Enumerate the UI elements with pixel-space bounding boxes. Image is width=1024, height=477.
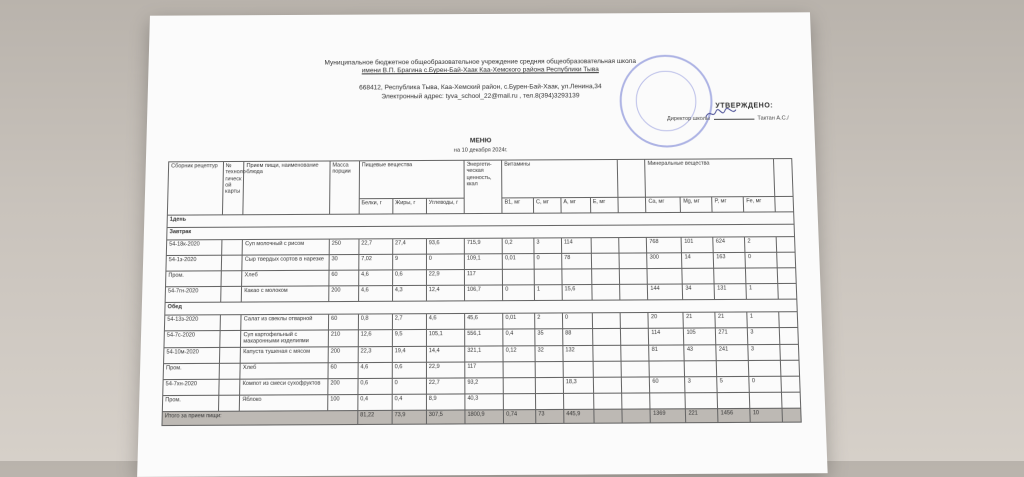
cell-ca: 144	[648, 284, 683, 300]
col-empty	[774, 159, 793, 197]
total-b1: 0,74	[503, 409, 535, 423]
cell-e	[592, 328, 620, 345]
cell-b1: 0	[503, 285, 535, 301]
cell-p: 21	[715, 312, 747, 328]
cell-empty	[620, 312, 649, 328]
total-mg: 221	[686, 408, 719, 422]
cell-empty	[781, 376, 800, 392]
col-mass: Масса порции	[329, 161, 359, 214]
total-carbs: 307,5	[426, 410, 465, 424]
cell-a: 78	[561, 253, 591, 269]
cell-fe: 3	[748, 344, 781, 360]
cell-dish: Суп молочный с рисом	[242, 239, 329, 255]
cell-b1: 0,4	[503, 329, 535, 346]
col-ca: Ca, мг	[646, 197, 681, 213]
cell-card	[218, 395, 240, 411]
cell-a	[563, 361, 593, 377]
cell-mg	[685, 392, 718, 408]
cell-card	[219, 363, 241, 379]
cell-carbs: 22,9	[426, 362, 465, 378]
cell-a	[563, 393, 593, 409]
cell-empty	[620, 328, 649, 345]
col-empty	[617, 197, 646, 213]
col-carbs: Углеводы, г	[426, 198, 464, 214]
cell-empty	[619, 269, 648, 285]
cell-dish: Компот из смеси сухофруктов	[240, 378, 328, 394]
director-name: Тактан А.С./	[757, 115, 789, 122]
cell-fat: 27,4	[392, 239, 426, 255]
total-energy: 1800,9	[465, 409, 504, 423]
col-fat: Жиры, г	[393, 198, 427, 214]
cell-energy: 40,3	[465, 393, 504, 409]
col-mg: Mg, мг	[681, 197, 713, 213]
cell-empty	[621, 409, 650, 423]
signature-line	[713, 119, 753, 120]
cell-c: 0	[534, 253, 562, 269]
approval-label: УТВЕРЖДЕНО:	[715, 102, 774, 110]
cell-c	[535, 393, 563, 409]
cell-protein: 7,02	[359, 254, 393, 270]
cell-b1: 0,01	[502, 254, 534, 270]
cell-empty	[620, 345, 649, 361]
cell-empty	[621, 361, 650, 377]
cell-a: 114	[561, 238, 591, 254]
cell-mg: 43	[684, 344, 716, 360]
cell-ca: 114	[649, 328, 685, 345]
cell-fe	[746, 268, 778, 284]
cell-b1	[502, 269, 534, 285]
cell-e	[591, 238, 619, 254]
cell-card	[219, 330, 241, 347]
cell-fat: 0	[392, 378, 426, 394]
total-protein: 81,22	[357, 410, 391, 424]
cell-dish: Суп картофельный с макаронными изделиями	[241, 330, 329, 347]
cell-energy: 93,2	[465, 377, 504, 393]
cell-protein: 22,7	[359, 239, 393, 255]
col-card: № техноло-гическ ой карты	[222, 161, 244, 214]
cell-mass: 200	[328, 378, 358, 394]
cell-fe: 1	[746, 284, 778, 300]
cell-recipe: 54-7хн-2020	[163, 379, 219, 395]
school-name-continued: имени В.П. Брагина с.Бурен-Бай-Хаак Каа-Хемского района Республики Тыва	[361, 66, 599, 75]
cell-b1: 0,01	[503, 313, 535, 329]
cell-p: 624	[713, 237, 745, 253]
cell-carbs: 22,9	[426, 270, 464, 286]
cell-mass: 250	[329, 239, 359, 255]
cell-a: 132	[563, 345, 593, 361]
cell-p: 271	[716, 328, 748, 345]
cell-ca: 20	[648, 312, 683, 328]
cell-a: 0	[562, 313, 592, 329]
cell-e	[591, 269, 619, 285]
cell-mg: 101	[682, 237, 714, 253]
cell-e	[593, 377, 621, 393]
col-empty	[775, 196, 794, 212]
cell-a: 15,6	[562, 284, 592, 300]
cell-recipe: 54-13з-2020	[164, 315, 220, 331]
cell-mass: 60	[328, 362, 358, 378]
cell-empty	[777, 252, 796, 268]
total-fe: 10	[750, 408, 783, 422]
cell-p	[714, 268, 746, 284]
cell-fe	[749, 360, 782, 376]
cell-protein: 0,4	[358, 394, 392, 410]
cell-energy: 556,1	[465, 329, 503, 346]
col-nutrients: Пищевые вещества	[359, 160, 464, 198]
cell-ca: 60	[650, 376, 686, 392]
cell-fat: 4,3	[392, 285, 426, 301]
cell-mg: 34	[683, 284, 715, 300]
cell-fat: 9,5	[392, 329, 426, 346]
cell-carbs: 12,4	[426, 285, 464, 301]
cell-fat: 0,6	[392, 270, 426, 286]
cell-recipe: 54-7гн-2020	[165, 286, 221, 302]
director-title: Директор школы	[666, 115, 711, 123]
cell-fe: 0	[749, 376, 782, 392]
director-line	[667, 115, 789, 122]
cell-protein: 4,6	[358, 362, 392, 378]
cell-b1: 0,2	[502, 238, 534, 254]
cell-card	[221, 255, 242, 271]
cell-empty	[778, 268, 797, 284]
cell-recipe: 54-7с-2020	[164, 331, 220, 348]
cell-mass: 200	[328, 346, 358, 362]
cell-e	[593, 393, 621, 409]
cell-empty	[621, 377, 650, 393]
col-b1: B1, мг	[502, 198, 534, 214]
cell-fat: 9	[392, 254, 426, 270]
cell-carbs: 4,6	[426, 313, 464, 329]
cell-carbs: 22,7	[426, 378, 465, 394]
cell-card	[221, 240, 242, 256]
cell-b1: 0,12	[503, 345, 535, 361]
cell-card	[220, 315, 242, 331]
cell-p: 131	[714, 284, 746, 300]
cell-empty	[782, 392, 801, 408]
cell-e	[592, 284, 620, 300]
cell-empty	[619, 253, 648, 269]
cell-p: 163	[714, 252, 746, 268]
document-page	[137, 12, 828, 477]
total-e	[594, 409, 622, 423]
cell-recipe: 54-1з-2020	[166, 255, 221, 271]
cell-e	[593, 345, 621, 361]
cell-ca	[647, 268, 682, 284]
cell-carbs: 8,9	[426, 394, 465, 410]
cell-empty	[618, 237, 647, 253]
col-energy: Энергети-ческая ценность, ккал	[464, 160, 502, 213]
cell-c: 32	[535, 345, 563, 361]
col-c: C, мг	[533, 198, 561, 214]
col-minerals: Минеральные вещества	[645, 159, 775, 198]
cell-recipe: Пром.	[163, 363, 219, 379]
cell-c	[534, 269, 562, 285]
cell-card	[220, 286, 242, 302]
cell-protein: 4,6	[358, 286, 392, 302]
cell-protein: 12,6	[358, 330, 392, 347]
cell-c	[535, 361, 563, 377]
cell-empty	[619, 284, 648, 300]
school-name: Муниципальное бюджетное общеобразовательное учреждение средняя общеобразовательная школа	[324, 57, 637, 67]
total-label: Итого за прием пищи:	[162, 410, 358, 425]
cell-fe: 0	[745, 252, 777, 268]
day-label: 1день	[167, 212, 794, 228]
col-recipe: Сборник рецептур	[167, 162, 223, 216]
menu-date: на 10 декабря 2024г.	[453, 147, 508, 154]
cell-mass: 210	[328, 330, 358, 347]
section-label: Обед	[165, 299, 797, 315]
section-label: Завтрак	[167, 224, 795, 240]
cell-dish: Капуста тушеная с мясом	[240, 346, 328, 362]
cell-c: 2	[535, 313, 563, 329]
cell-protein: 0,8	[358, 314, 392, 330]
total-p: 1456	[718, 408, 751, 422]
cell-p: 241	[716, 344, 748, 360]
cell-mass: 30	[329, 254, 359, 270]
cell-recipe: Пром.	[162, 395, 218, 411]
cell-mass: 100	[328, 394, 358, 410]
cell-dish: Хлеб	[240, 362, 328, 378]
cell-ca: 768	[647, 237, 682, 253]
cell-carbs: 93,6	[426, 238, 464, 254]
cell-dish: Хлеб	[242, 270, 329, 286]
school-address: 668412, Республика Тыва, Каа-Хемский район, с.Бурен-Бай-Хаак, ул.Ленина,34	[359, 83, 602, 92]
col-p: P, мг	[712, 197, 744, 213]
cell-mg: 105	[684, 328, 716, 345]
cell-c: 3	[534, 238, 562, 254]
cell-mg	[682, 268, 714, 284]
menu-title: МЕНЮ	[469, 137, 492, 145]
cell-empty	[778, 283, 797, 299]
cell-a	[562, 269, 592, 285]
cell-empty	[621, 393, 650, 409]
cell-recipe: Пром.	[166, 271, 221, 287]
cell-c: 1	[534, 285, 562, 301]
menu-table	[161, 158, 801, 426]
cell-ca: 81	[649, 345, 685, 361]
cell-a: 18,3	[563, 377, 593, 393]
cell-empty	[780, 344, 799, 360]
table-header-row	[168, 159, 793, 200]
cell-p: 5	[717, 376, 750, 392]
cell-mass: 60	[328, 314, 358, 330]
cell-energy: 109,1	[464, 254, 502, 270]
cell-fe: 2	[745, 237, 777, 253]
cell-c	[535, 377, 563, 393]
total-ca: 1369	[650, 408, 686, 422]
cell-energy: 106,7	[464, 285, 502, 301]
cell-card	[219, 347, 241, 363]
cell-fat: 0,4	[392, 394, 426, 410]
cell-c: 35	[535, 329, 563, 346]
cell-protein: 22,3	[358, 346, 392, 362]
cell-ca	[650, 392, 686, 408]
cell-ca	[649, 360, 685, 376]
total-fat: 73,9	[392, 410, 426, 424]
cell-fat: 2,7	[392, 314, 426, 330]
school-contacts: Электронный адрес: tyva_school_22@mail.ru , тел.8(394)3293139	[381, 92, 580, 101]
cell-dish: Салат из свеклы отварной	[241, 314, 328, 330]
cell-mass: 200	[329, 286, 359, 302]
cell-b1	[503, 377, 535, 393]
cell-fe: 3	[748, 328, 781, 345]
total-row	[162, 408, 801, 425]
col-e: E, мг	[590, 197, 618, 213]
cell-energy: 715,9	[464, 238, 502, 254]
cell-recipe: 54-10м-2020	[164, 347, 220, 363]
cell-energy: 117	[465, 361, 504, 377]
total-a: 445,9	[564, 409, 594, 423]
cell-mg: 21	[683, 312, 715, 328]
cell-fe	[750, 392, 783, 408]
cell-empty	[781, 360, 800, 376]
cell-e	[591, 253, 619, 269]
cell-p	[717, 360, 750, 376]
col-fe: Fe, мг	[744, 197, 776, 213]
cell-mass: 60	[329, 270, 359, 286]
cell-empty	[780, 327, 799, 344]
cell-carbs: 0	[426, 254, 464, 270]
cell-dish: Какао с молоком	[242, 286, 329, 302]
col-protein: Белки, г	[359, 199, 393, 215]
cell-ca: 300	[647, 253, 682, 269]
cell-empty	[776, 237, 795, 253]
cell-protein: 0,6	[358, 378, 392, 394]
cell-card	[221, 271, 242, 287]
cell-energy: 321,1	[465, 346, 503, 362]
cell-b1	[503, 393, 535, 409]
cell-dish: Яблоко	[240, 394, 328, 411]
cell-e	[593, 361, 621, 377]
cell-protein: 4,6	[358, 270, 392, 286]
cell-fat: 0,6	[392, 362, 426, 378]
col-empty	[617, 159, 646, 197]
cell-b1	[503, 361, 535, 377]
cell-carbs: 105,1	[426, 329, 464, 346]
cell-mg: 3	[685, 376, 718, 392]
cell-mg: 14	[682, 253, 714, 269]
col-vitamins: Витамины	[502, 159, 618, 197]
cell-card	[218, 379, 240, 395]
cell-energy: 117	[464, 269, 502, 285]
cell-mg	[685, 360, 717, 376]
cell-fe: 1	[747, 312, 779, 328]
cell-p	[717, 392, 750, 408]
cell-fat: 19,4	[392, 346, 426, 362]
cell-e	[592, 313, 620, 329]
cell-carbs: 14,4	[426, 346, 464, 362]
cell-recipe: 54-18к-2020	[166, 240, 221, 256]
cell-energy: 45,6	[465, 313, 503, 329]
cell-a: 88	[562, 329, 592, 346]
col-a: A, мг	[561, 197, 591, 213]
cell-empty	[779, 312, 798, 328]
cell-empty	[782, 408, 801, 422]
cell-dish: Сыр твердых сортов в нарезке	[242, 255, 329, 271]
total-c: 73	[536, 409, 564, 423]
col-meal: Прием пищи, наименование блюда	[243, 161, 330, 215]
